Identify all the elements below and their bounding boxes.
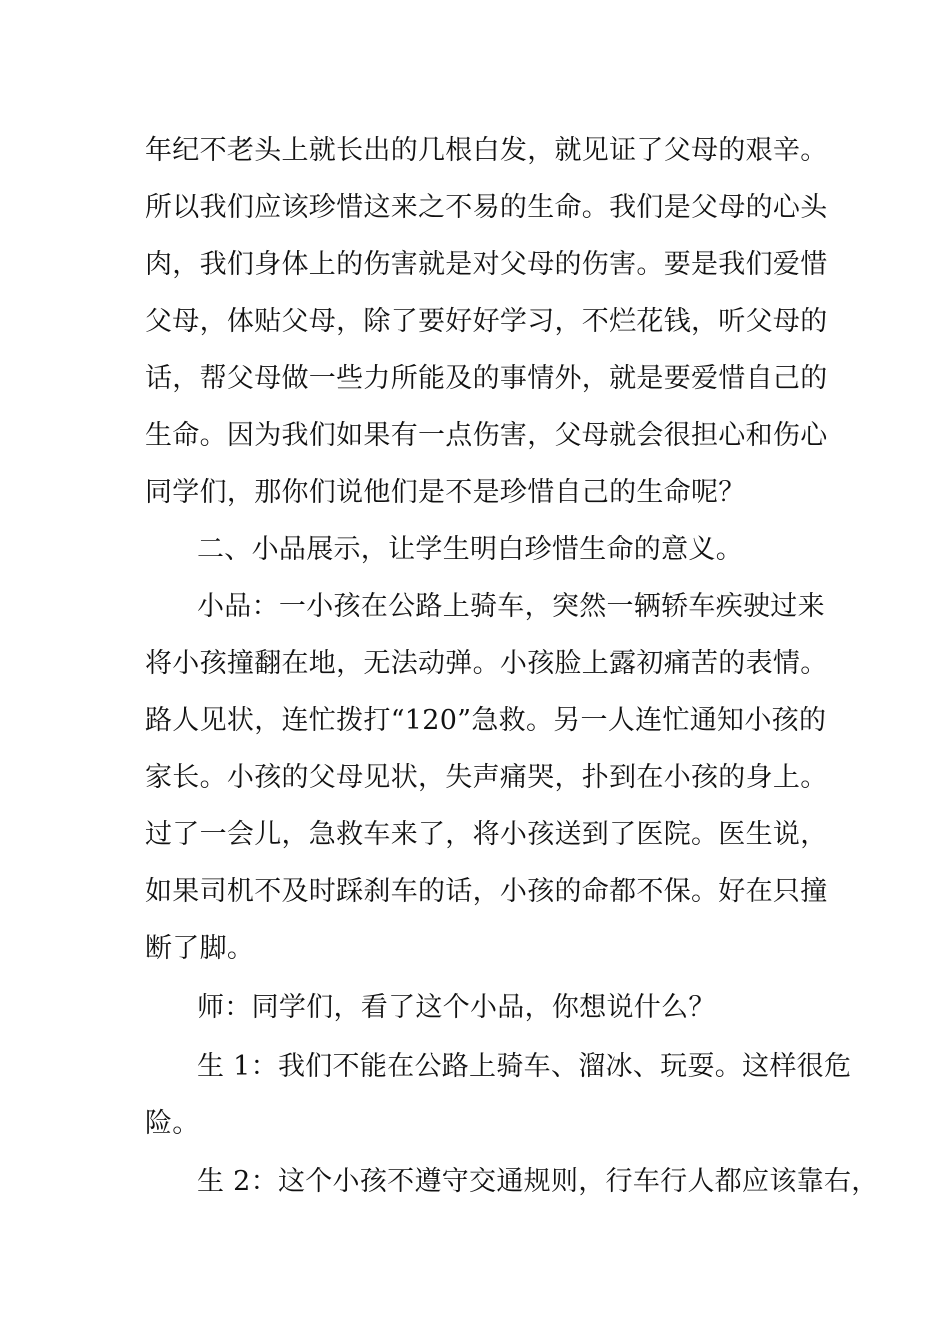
text-line: 险。 bbox=[145, 1108, 200, 1139]
text-line: 将小孩撞翻在地，无法动弹。小孩脸上露初痛苦的表情。 bbox=[145, 648, 828, 679]
text-line: 肉，我们身体上的伤害就是对父母的伤害。要是我们爱惜 bbox=[145, 249, 828, 280]
text-line: 父母，体贴父母，除了要好好学习，不烂花钱，听父母的 bbox=[145, 306, 828, 337]
text-line: 路人见状，连忙拨打“120”急救。另一人连忙通知小孩的 bbox=[145, 705, 827, 736]
text-line: 生 1：我们不能在公路上骑车、溜冰、玩耍。这样很危 bbox=[197, 1051, 852, 1082]
text-line: 小品：一小孩在公路上骑车，突然一辆轿车疾驶过来 bbox=[197, 591, 825, 622]
text-line: 话，帮父母做一些力所能及的事情外，就是要爱惜自己的 bbox=[145, 363, 828, 394]
section-heading: 二、小品展示，让学生明白珍惜生命的意义。 bbox=[197, 534, 743, 565]
text-line: 同学们，那你们说他们是不是珍惜自己的生命呢？ bbox=[145, 477, 746, 508]
text-line: 如果司机不及时踩刹车的话，小孩的命都不保。好在只撞 bbox=[145, 876, 828, 907]
text-line: 过了一会儿，急救车来了，将小孩送到了医院。医生说， bbox=[145, 819, 828, 850]
text-line: 家长。小孩的父母见状，失声痛哭，扑到在小孩的身上。 bbox=[145, 762, 828, 793]
text-line: 断了脚。 bbox=[145, 933, 255, 964]
text-line: 生命。因为我们如果有一点伤害，父母就会很担心和伤心 bbox=[145, 420, 828, 451]
text-line: 年纪不老头上就长出的几根白发，就见证了父母的艰辛。 bbox=[145, 135, 828, 166]
text-line: 生 2：这个小孩不遵守交通规则，行车行人都应该靠右， bbox=[197, 1166, 879, 1197]
text-line: 所以我们应该珍惜这来之不易的生命。我们是父母的心头 bbox=[145, 192, 828, 223]
text-line: 师：同学们，看了这个小品，你想说什么？ bbox=[197, 992, 716, 1023]
